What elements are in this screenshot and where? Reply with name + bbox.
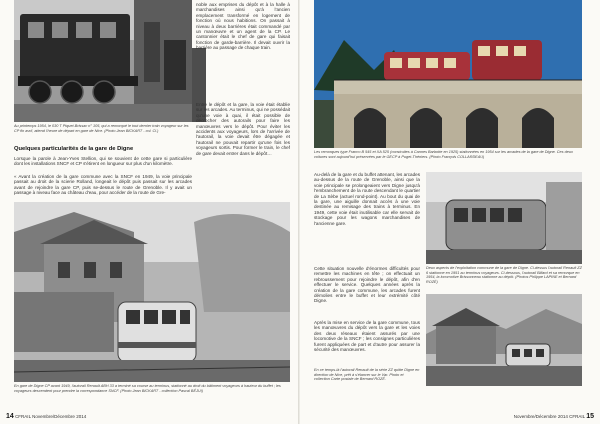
col2-paragraph-2: Entre le dépôt et la gare, la voie était établie sur les arcades. Au terminus, qui ne possédait qu'une voie à quai, il était possible de décrocher des autorails pour faire les manœuvres vers le dépôt. Pour éviter les accidents aux voyageurs, lors de l'arrivée de l'autorail, la voie devait être dégagée et l'autorail ne pouvait repartir qu'une fois les voyageurs sortis. Pour former le train, le chef de gare devait entrer dans le dépôt…	[196, 102, 290, 156]
viaduct-photo	[314, 0, 582, 148]
page-number-left: 14	[6, 413, 14, 420]
magazine-name-left: CFRAIL	[15, 414, 31, 419]
issue-date-right: Novembre/Décembre 2014	[513, 414, 568, 419]
town-station-illustration	[426, 294, 582, 386]
town-station-photo	[426, 294, 582, 386]
locomotive-photo	[14, 0, 192, 122]
issue-date-left: Novembre/Décembre 2014	[32, 414, 87, 419]
right-col1-text: Au-delà de la gare et du buffet attenant, les arcades au-dessus de la route de Grenoble, ainsi que la voie principale se prolongeaient vers Digne jusqu'à l'embranchement de la route descendant le quartier de La Sèbe (actuel rond-point). Au bout du quai de la gare, une aiguille donnait accès à une voie destinée au remisage des trains à terminus. En 1949, cette voie était inutilisable car elle servait de stockage pour les wagons marchandises de l'ancienne gare.	[314, 172, 420, 226]
left-footer	[6, 413, 86, 420]
town-station-caption: En ce temps-là l'autorail Renault de la série ZZ quitte Digne en direction de Nice, prêt à s'élancer sur le Var. Photo et collection Carte postale de Bernard ROZÉ.	[314, 368, 420, 382]
right-page	[300, 0, 600, 424]
station-railcar-photo	[14, 202, 290, 382]
magazine-name-right: CFRAIL	[569, 414, 585, 419]
railcar-platform-illustration	[426, 172, 582, 264]
locomotive-photo-caption: Au printemps 1954, le 030 T Piquet-Brissac n° 105, qui a remorqué le tout dernier train voyageur sur les CP fin avril, attend l'heure de départ en gare de Nice. (Photo Jean BICKART - col. Cl.)	[14, 124, 189, 133]
viaduct-photo-caption: Les remorques type Franco B 545 et XA 525 (construites à Cannes Barbotte en 1925) stationnées en 1954 sur les arcades de la gare de Digne. Ces deux voitures sont aujourd'hui préservées par le GECP à Puget-Théniers. (Photo François COLLARDEAU)	[314, 150, 573, 159]
locomotive-illustration	[14, 0, 192, 122]
station-photo-caption: En gare de Digne CP avant 1949, l'autorail Renault ABH 33 a terminé sa course au terminus, stationné au droit du bâtiment voyageurs à hauteur du buffet ; les voyageurs descendent pour prendre la correspondance SNCF. (Photo Jean BICKART - collection Pascal BÉJUI)	[14, 384, 281, 393]
col2-paragraph-1: noble aux emprises du dépôt et à la halle à marchandises ainsi qu'à l'ancien emplacement transformé en logement de fonction où nous habitions. On passait à niveau à deux barrières était commandé par un manœuvre et un agent de la CP. Le cantonnier était le chef de gare qui faisait fonction de garde-barrière. Il devait ouvrir la barrière au passage de chaque train.	[196, 2, 290, 51]
right-footer	[514, 413, 594, 420]
section-heading: Quelques particularités de la gare de Digne	[14, 146, 134, 152]
viaduct-illustration	[314, 0, 582, 148]
railcar-photo-caption: Deux aspects de l'exploitation commune de la gare de Digne. Ci-dessus l'autorail Renault ZZ 6 stationne en 1951 au terminus voyageurs. Ci-dessous, l'autorail Billard et sa remorque en 1954, la locomotive Brissonneau stationne au dépôt. (Photos Philippe LAPINE et Bernard ROZÉ)	[426, 266, 582, 284]
station-illustration	[14, 202, 290, 382]
page-number-right: 15	[586, 413, 594, 420]
right-col3-text: Après la mise en service de la gare commune, tous les manœuvres du dépôt vers la gare et les voies des deux réseaux étaient assurés par une locomotive de la SNCF ; les consignes particulières furent appliquées de part et d'autre pour assurer la sécurité des manœuvres.	[314, 320, 420, 353]
col1-paragraph-2: « Avant la création de la gare commune avec la SNCF en 1949, la voie principale passait au droit de la scierie Rolland, longeait le dépôt puis passait sur les arcades avant de rejoindre la gare CP, puis se-dessus le route de Grenoble. Il y avait un passage à niveau face au château d'eau, pour accéder de la route de Gre-	[14, 174, 192, 196]
railcar-platform-photo	[426, 172, 582, 264]
right-col2-text: Cette situation nouvelle d'énormes difficultés pour remettre les machines en tête ; on effectuait un rebroussement pour rejoindre le dépôt, afin d'en effectuer le service. Quelques années après la création de la gare commune, les arcades furent démolies entre le buffet et leur extrémité côté Digne.	[314, 266, 420, 304]
col1-paragraph-1: Lorsque la parole à Jean-Yves Stellion, qui se souvient de cette gare si particulière dont les installations SNCF et CP s'étirent en longueur sur plus d'un kilomètre.	[14, 156, 192, 167]
